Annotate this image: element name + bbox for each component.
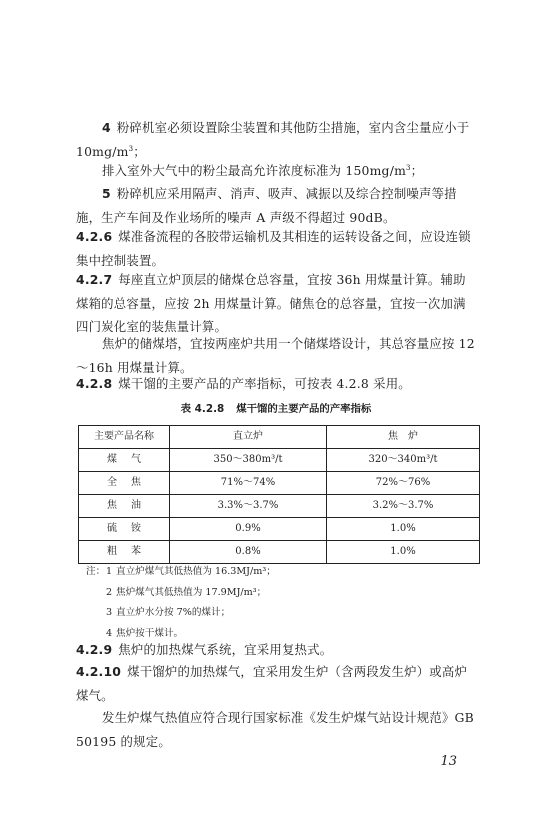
note-number: 2 — [106, 586, 113, 598]
note-text: 焦炉煤气其低热值为 17.9MJ/m³； — [116, 586, 267, 598]
table-row — [79, 541, 480, 564]
section-text: 煤干馏炉的加热煤气，宜采用发生炉（含两段发生炉）或高炉煤气。 — [76, 664, 468, 703]
note-number: 3 — [106, 607, 113, 618]
paragraph-4 — [76, 116, 476, 163]
paragraph-text: 排入室外大气中的粉尘最高允许浓度标准为 150mg/m — [102, 163, 407, 178]
product-name: 硫铵 — [79, 518, 170, 541]
coke-oven-value: 72%～76% — [327, 472, 480, 495]
note-number: 4 — [106, 627, 113, 639]
item-number: 5 — [102, 186, 111, 201]
section-number: 4.2.9 — [76, 642, 113, 657]
product-name: 煤气 — [79, 449, 170, 472]
table-number: 表 4.2.8 — [180, 403, 225, 415]
vertical-retort-value: 71%～74% — [170, 472, 327, 495]
paragraph-tail: ； — [133, 143, 146, 159]
table-title: 煤干馏的主要产品的产率指标 — [236, 403, 372, 415]
paragraph-tail: ； — [410, 163, 424, 178]
coke-oven-value: 320～340m³/t — [327, 449, 480, 472]
table-header-row — [79, 426, 480, 449]
item-number: 4 — [102, 120, 111, 135]
product-name: 粗苯 — [79, 541, 170, 564]
section-4-2-9 — [76, 638, 476, 662]
note-text: 焦炉按干煤计。 — [116, 627, 184, 639]
paragraph-text: 粉碎机室必须设置除尘装置和其他防尘措施，室内含尘量应小于 10mg/m — [76, 120, 470, 159]
section-4-2-10 — [76, 660, 476, 707]
table-row — [79, 449, 480, 472]
table-row — [79, 518, 480, 541]
section-4-2-8 — [76, 372, 476, 396]
notes-label: 注： — [86, 566, 106, 577]
superscript: 3 — [406, 163, 411, 172]
section-text: 每座直立炉顶层的储煤仓总容量，宜按 36h 用煤量计算。辅助煤箱的总容量，应按 2h 用煤量计算。储焦仓的总容量，宜按一次加满四门炭化室的装焦量计算。 — [76, 272, 466, 334]
note-text: 直立炉煤气其低热值为 16.3MJ/m³； — [116, 566, 276, 577]
paragraph-text: 焦炉的储煤塔，宜按两座炉共用一个储煤塔设计，其总容量应按 12～16h 用煤量计算。 — [76, 336, 475, 375]
coke-oven-value: 1.0% — [327, 541, 480, 564]
section-text: 焦炉的加热煤气系统，宜采用复热式。 — [118, 642, 333, 657]
paragraph-5 — [76, 182, 476, 229]
note-item — [90, 603, 470, 624]
vertical-retort-value: 3.3%～3.7% — [170, 495, 327, 518]
paragraph-text: 粉碎机应采用隔声、消声、吸声、减振以及综合控制噪声等措施，生产车间及作业场所的噪声 A 声级不得超过 90dB。 — [76, 186, 457, 225]
product-name: 全焦 — [79, 472, 170, 495]
paragraph-producer-gas — [76, 706, 476, 753]
table-row — [79, 495, 480, 518]
header-coke-oven: 焦 炉 — [327, 426, 480, 449]
section-text: 煤准备流程的各胶带运输机及其相连的运转设备之间，应设连锁集中控制装置。 — [76, 229, 471, 268]
note-item — [90, 583, 470, 604]
section-4-2-7 — [76, 268, 476, 339]
section-number: 4.2.10 — [76, 664, 122, 679]
coke-oven-value: 1.0% — [327, 518, 480, 541]
paragraph-emission-limit — [76, 159, 476, 183]
table-notes — [86, 562, 470, 644]
note-number: 1 — [106, 566, 113, 577]
paragraph-text: 发生炉煤气热值应符合现行国家标准《发生炉煤气站设计规范》GB 50195 的规定。 — [76, 710, 474, 749]
vertical-retort-value: 350～380m³/t — [170, 449, 327, 472]
page-number: 13 — [440, 754, 457, 769]
vertical-retort-value: 0.8% — [170, 541, 327, 564]
table-row — [79, 472, 480, 495]
section-number: 4.2.7 — [76, 272, 113, 287]
table-caption — [76, 400, 476, 415]
note-text: 直立炉水分按 7%的煤计； — [116, 607, 231, 618]
section-number: 4.2.8 — [76, 376, 113, 391]
superscript: 3 — [128, 144, 134, 153]
coke-oven-value: 3.2%～3.7% — [327, 495, 480, 518]
header-vertical-retort: 直立炉 — [170, 426, 327, 449]
header-product-name: 主要产品名称 — [79, 426, 170, 449]
section-text: 煤干馏的主要产品的产率指标，可按表 4.2.8 采用。 — [118, 376, 411, 391]
product-name: 焦油 — [79, 495, 170, 518]
yield-table — [78, 425, 480, 564]
vertical-retort-value: 0.9% — [170, 518, 327, 541]
section-4-2-6 — [76, 225, 476, 272]
section-number: 4.2.6 — [76, 229, 113, 244]
note-item — [86, 562, 470, 583]
